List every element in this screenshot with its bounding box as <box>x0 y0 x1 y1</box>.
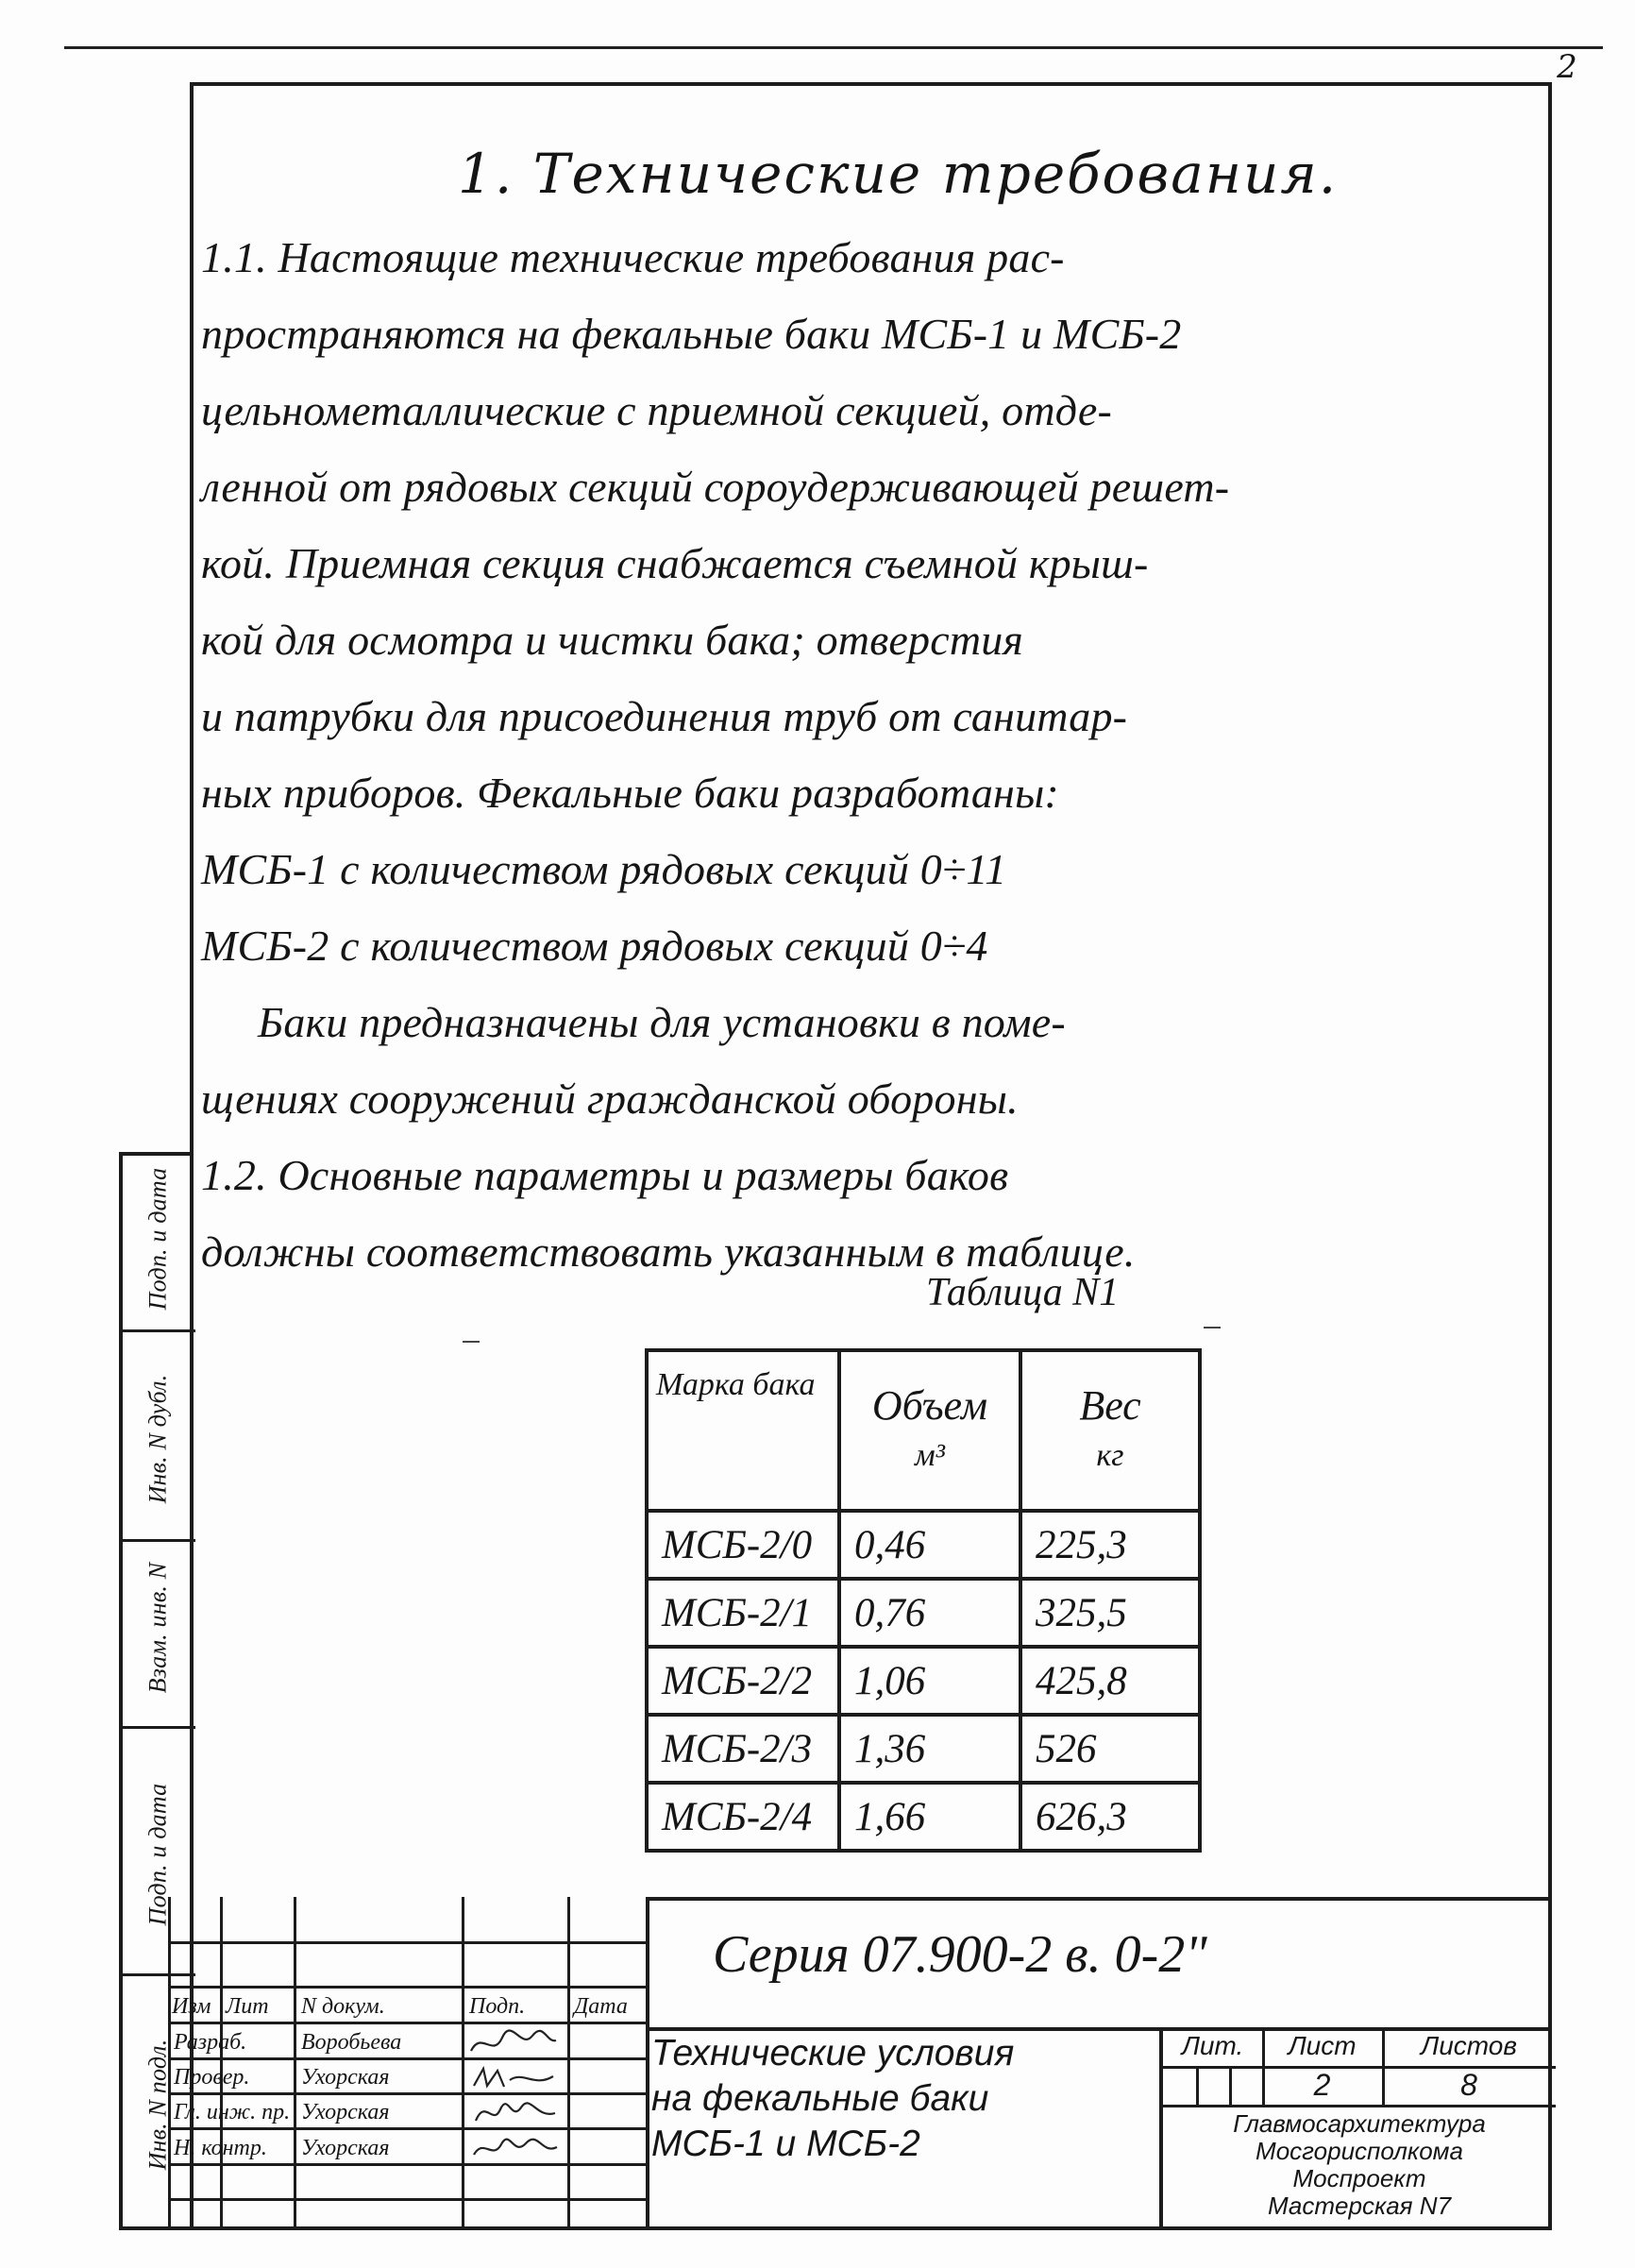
grid-vline <box>462 1897 464 2230</box>
grid-hline <box>168 1986 646 1989</box>
header-lit: Лит <box>226 1994 269 2019</box>
text-line: цельнометаллические с приемной секцией, отде- <box>201 386 1112 434</box>
volume-cell: 1,36 <box>839 1715 1020 1783</box>
column-header-volume <box>839 1350 1020 1511</box>
scribble-mark <box>1204 1327 1221 1329</box>
strip-label: Инв. N подл. <box>143 2039 172 2171</box>
text-line: 1.1. Настоящие технические требования рас- <box>201 233 1065 281</box>
volume-cell: 0,76 <box>839 1579 1020 1647</box>
weight-cell: 225,3 <box>1020 1511 1200 1579</box>
grid-vline <box>220 1897 223 2230</box>
technical-requirements-text <box>201 219 1542 1290</box>
page-number: 2 <box>1557 48 1577 86</box>
grid-vline <box>567 1897 570 2230</box>
header-weight-label: Вес <box>1079 1382 1141 1429</box>
table-row <box>647 1511 1200 1579</box>
series-code: Серия 07.900-2 в. 0-2" <box>713 1925 1207 1984</box>
sheet-value: 2 <box>1313 2068 1331 2102</box>
strip-label: Подп. и дата <box>143 1167 172 1311</box>
signature-mark <box>466 2028 561 2061</box>
volume-cell: 1,06 <box>839 1647 1020 1715</box>
strip-label: Инв. N дубл. <box>143 1374 172 1504</box>
stamp-top-border <box>646 1897 1552 1901</box>
organization-line: Мастерская N7 <box>1267 2192 1452 2220</box>
weight-cell: 425,8 <box>1020 1647 1200 1715</box>
signature-mark <box>466 2134 561 2167</box>
role-name: Ухорская <box>301 2065 390 2090</box>
grid-hline <box>168 1941 646 1944</box>
stamp-main-divider <box>646 1897 649 2230</box>
table-header-row <box>647 1350 1200 1511</box>
role-label: Н. контр. <box>174 2136 267 2160</box>
mark-cell: МСБ-2/4 <box>647 1783 839 1851</box>
header-weight-unit: кг <box>1096 1438 1124 1473</box>
stamp-title-line-text: на фекальные баки <box>651 2078 989 2119</box>
text-line: щениях сооружений гражданской обороны. <box>201 1075 1019 1123</box>
header-volume-unit: м³ <box>915 1438 945 1473</box>
organization-line: Моспроект <box>1292 2164 1426 2192</box>
column-header-weight <box>1020 1350 1200 1511</box>
header-doc: N докум. <box>301 1994 385 2019</box>
text-line: МСБ-2 с количеством рядовых секций 0÷4 <box>201 922 988 970</box>
strip-label: Взам. инв. N <box>143 1562 172 1694</box>
text-line: ных приборов. Фекальные баки разработаны: <box>201 769 1059 817</box>
stamp-title-line-text: Технические условия <box>651 2033 1015 2073</box>
text-line: кой. Приемная секция снабжается съемной крыш- <box>201 539 1149 587</box>
table-row <box>647 1715 1200 1783</box>
text-line: должны соответствовать указанным в таблице. <box>201 1227 1136 1276</box>
role-label: Провер. <box>174 2065 250 2090</box>
grid-hline <box>168 2198 646 2201</box>
sheets-value: 8 <box>1460 2068 1477 2102</box>
text-line: кой для осмотра и чистки бака; отверстия <box>201 616 1024 664</box>
mark-cell: МСБ-2/3 <box>647 1715 839 1783</box>
organization-line: Мосгорисполкома <box>1256 2137 1463 2165</box>
sheets-header: Листов <box>1421 2031 1517 2060</box>
strip-divider <box>123 1329 195 1332</box>
signature-mark <box>466 2063 561 2096</box>
strip-divider <box>123 1726 195 1729</box>
top-rule <box>64 46 1603 49</box>
role-name: Воробьева <box>301 2030 402 2055</box>
lit-header: Лит. <box>1181 2031 1244 2060</box>
grid-vline <box>168 1897 171 2230</box>
grid-hline <box>168 2163 646 2166</box>
strip-divider <box>123 1539 195 1542</box>
grid-hline <box>168 2092 646 2095</box>
mark-cell: МСБ-2/0 <box>647 1511 839 1579</box>
column-header-mark: Марка бака <box>647 1350 839 1511</box>
role-label: Разраб. <box>174 2030 247 2055</box>
role-label: Гл. инж. пр. <box>174 2100 291 2124</box>
weight-cell: 325,5 <box>1020 1579 1200 1647</box>
text-line: МСБ-1 с количеством рядовых секций 0÷11 <box>201 845 1007 893</box>
table-row <box>647 1783 1200 1851</box>
meta-divider <box>1229 2066 1232 2105</box>
grid-hline <box>168 2022 646 2024</box>
text-line: Баки предназначены для установки в поме- <box>258 998 1066 1046</box>
table-caption: Таблица N1 <box>926 1271 1120 1314</box>
role-name: Ухорская <box>301 2136 390 2160</box>
stamp-title-line-text: МСБ-1 и МСБ-2 <box>651 2124 920 2164</box>
header-date: Дата <box>574 1994 628 2019</box>
scribble-mark <box>463 1341 480 1343</box>
organization-block <box>1171 2110 1548 2220</box>
volume-cell: 0,46 <box>839 1511 1020 1579</box>
strip-label: Подп. и дата <box>143 1783 172 1926</box>
text-line: пространяются на фекальные баки МСБ-1 и МСБ-2 <box>201 310 1182 358</box>
section-title: 1. Технические требования. <box>458 142 1339 206</box>
header-sign: Подп. <box>469 1994 526 2019</box>
header-izm: Изм <box>172 1994 211 2019</box>
weight-cell: 526 <box>1020 1715 1200 1783</box>
volume-cell: 1,66 <box>839 1783 1020 1851</box>
header-volume-label: Объем <box>871 1382 988 1429</box>
meta-divider <box>1163 2105 1556 2107</box>
meta-divider <box>1196 2066 1199 2105</box>
text-line: и патрубки для присоединения труб от санитар- <box>201 692 1128 740</box>
table-row <box>647 1647 1200 1715</box>
text-line: ленной от рядовых секций сороудерживающей решет- <box>201 463 1230 511</box>
grid-vline <box>294 1897 296 2230</box>
grid-hline <box>168 2127 646 2130</box>
specification-table <box>645 1348 1202 1853</box>
grid-hline <box>168 2057 646 2060</box>
organization-line: Главмосархитектура <box>1233 2109 1486 2138</box>
text-line: 1.2. Основные параметры и размеры баков <box>201 1151 1009 1199</box>
mark-cell: МСБ-2/1 <box>647 1579 839 1647</box>
role-name: Ухорская <box>301 2100 390 2124</box>
mark-cell: МСБ-2/2 <box>647 1647 839 1715</box>
table-row <box>647 1579 1200 1647</box>
stamp-meta-grid <box>1159 2027 1552 2230</box>
stamp-document-title <box>651 2031 1156 2167</box>
sheet-header: Лист <box>1288 2031 1357 2060</box>
signature-mark <box>466 2098 561 2131</box>
signature-grid <box>168 1897 646 2230</box>
weight-cell: 626,3 <box>1020 1783 1200 1851</box>
